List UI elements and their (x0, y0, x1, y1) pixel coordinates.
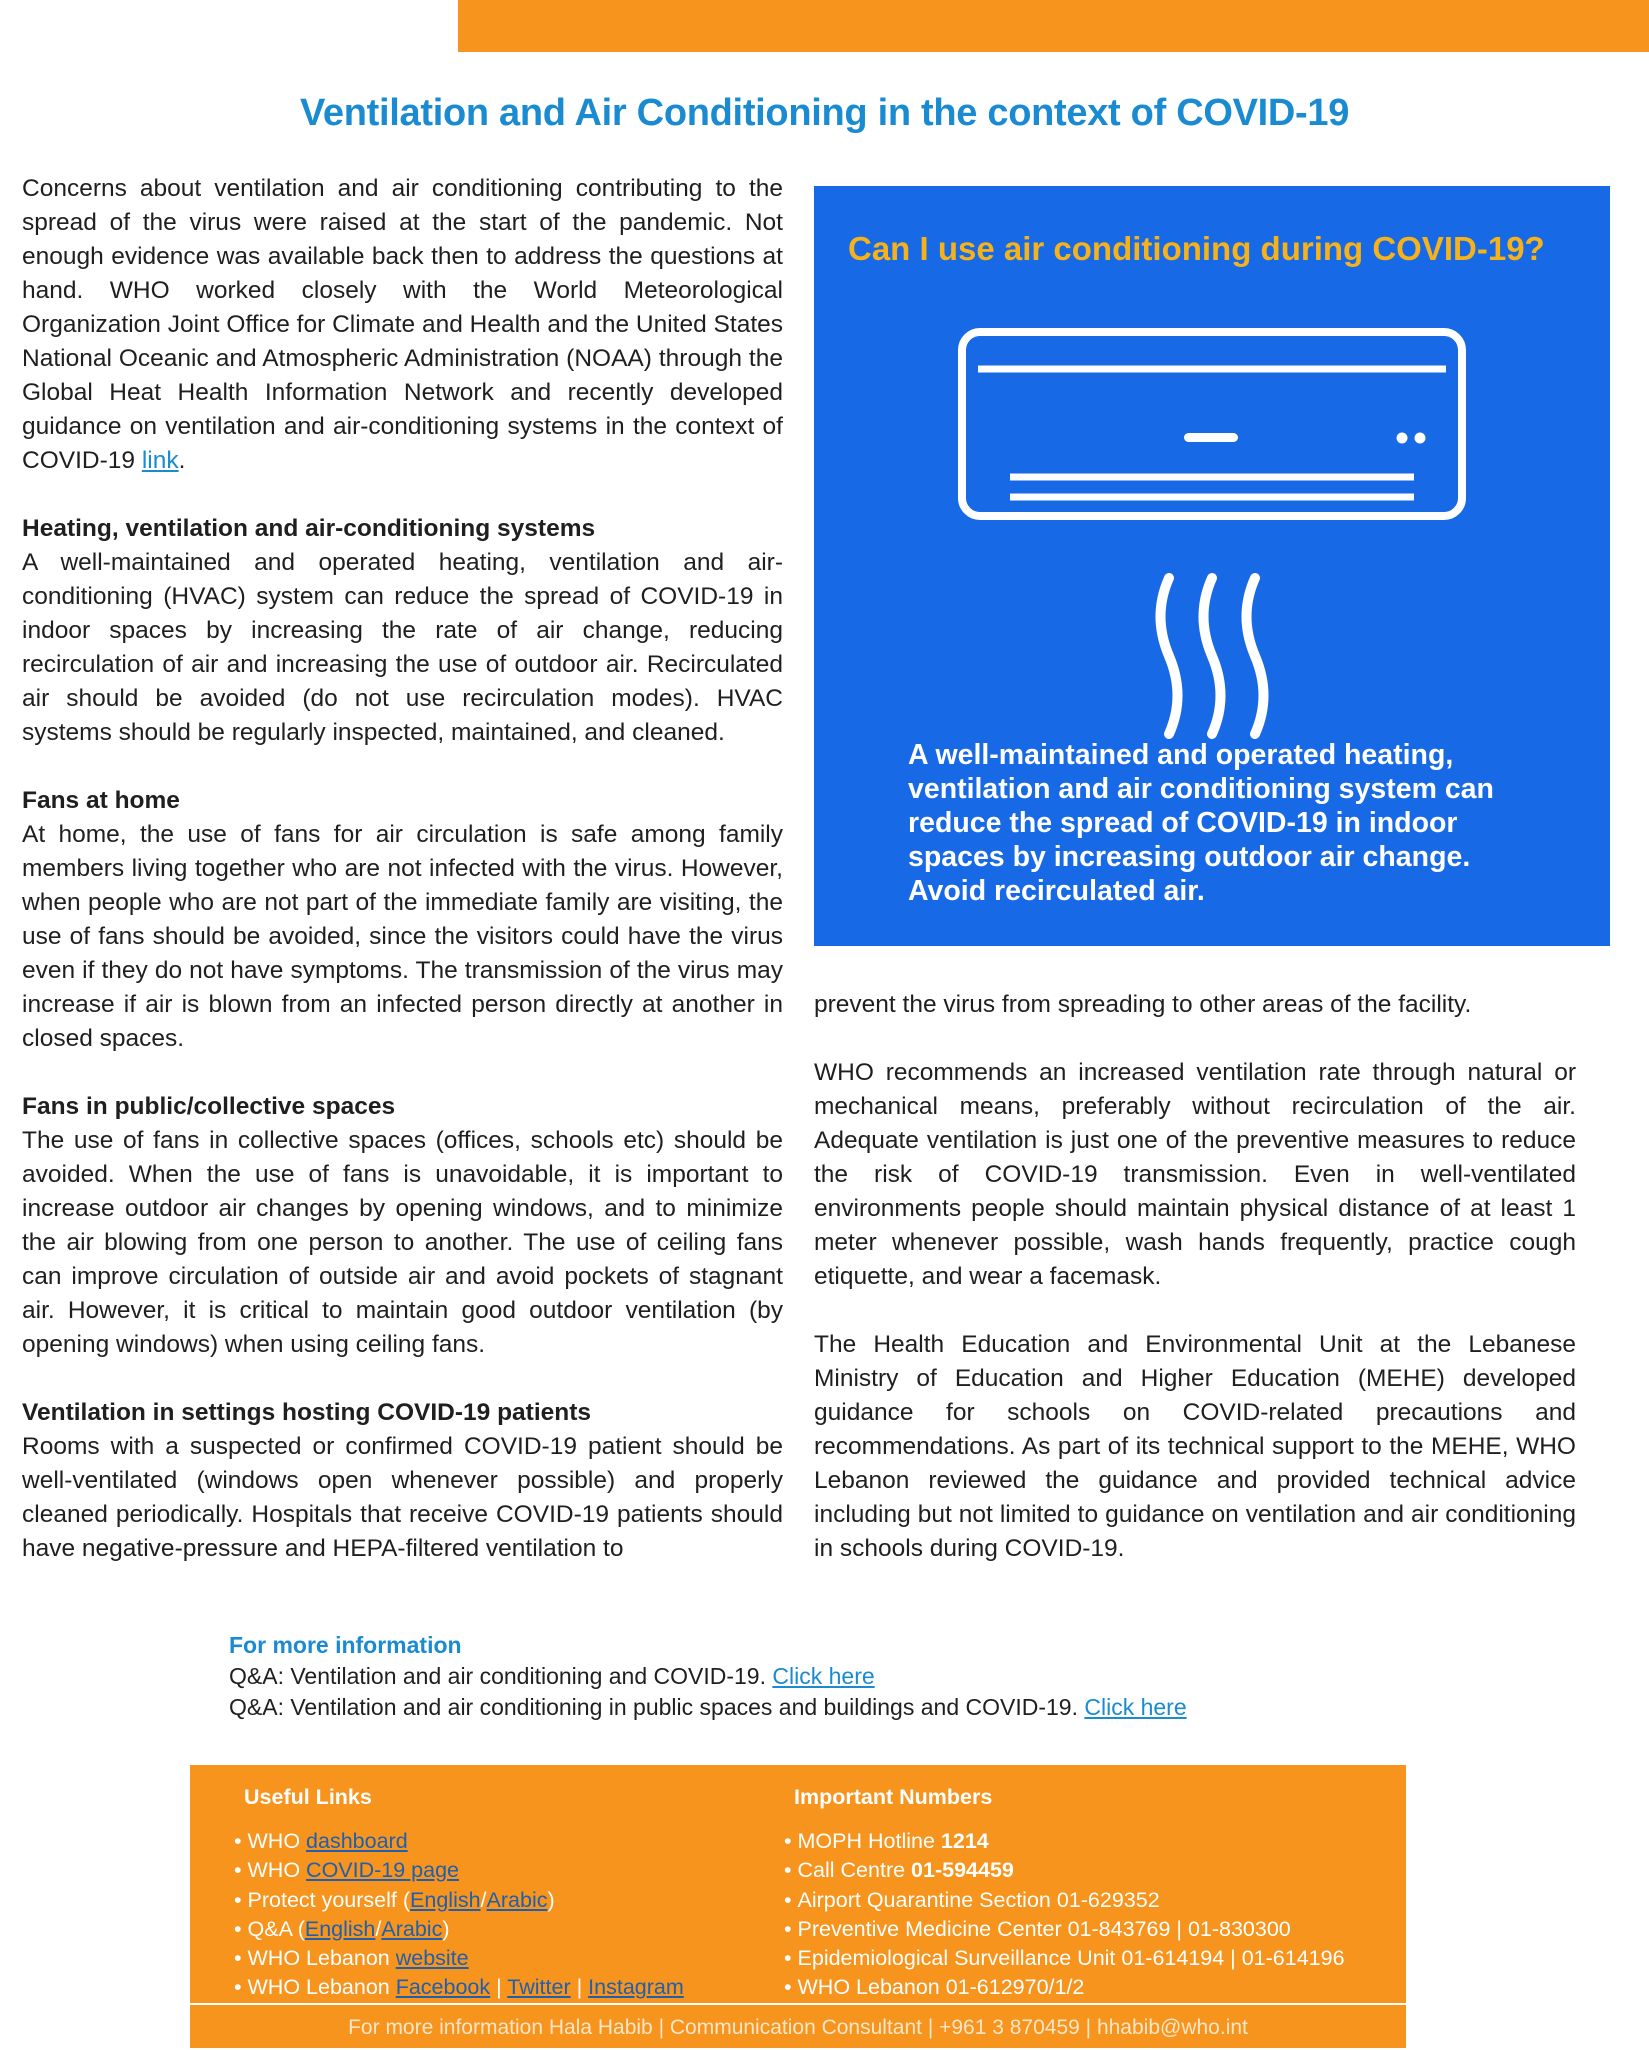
twitter-link[interactable]: Twitter (507, 1975, 571, 2000)
left-column (22, 172, 783, 1566)
settings-continuation: prevent the virus from spreading to other areas of the facility. (814, 991, 1472, 1018)
promo-question: Can I use air conditioning during COVID-19? (848, 230, 1545, 267)
who-recommends-paragraph: WHO recommends an increased ventilation rate through natural or mechanical means, preferably without recirculation of the air. Adequate ventilation is just one of the preventive measures to reduce the risk of COVID-19 transmission. Even in well-ventilated environments people should maintain physical distance of at least 1 meter whenever possible, wash hands frequently, practice cough etiquette, and wear a facemask. (814, 1059, 1576, 1290)
fans-public-heading: Fans in public/collective spaces (22, 1093, 396, 1120)
promo-body-text: A well-maintained and operated heating, ventilation and air conditioning system can reduce the spread of COVID-19 in indoor spaces by increasing outdoor air change. Avoid recirculated air. (908, 739, 1494, 907)
list-item: • Q&A (English/Arabic) (234, 1915, 684, 1944)
intro-link[interactable]: link (141, 447, 179, 474)
page-title: Ventilation and Air Conditioning in the context of COVID-19 (299, 92, 1350, 134)
website-link[interactable]: website (395, 1946, 469, 1971)
protect-english-link[interactable]: English (410, 1887, 481, 1912)
intro-paragraph: Concerns about ventilation and air conditioning contributing to the spread of the virus were raised at the start of the pandemic. Not enough evidence was available back then to address the questions at hand. WHO worked closely with the World Meteorological Organization Joint Office for Climate and Health and the United States National Oceanic and Atmospheric Administration (NOAA) through the Global Heat Health Information Network and recently developed guidance on ventilation and air-conditioning systems in the context of COVID-19 link. (22, 175, 783, 474)
dashboard-link[interactable]: dashboard (306, 1829, 408, 1853)
more-info-item: Q&A: Ventilation and air conditioning and COVID-19. Click here (229, 1663, 875, 1689)
top-accent-bar (458, 0, 1649, 52)
click-here-link[interactable]: Click here (772, 1663, 875, 1689)
useful-links-list (234, 1827, 684, 2003)
list-item: • WHO Lebanon website (234, 1944, 684, 1973)
list-item: • WHO Lebanon Facebook | Twitter | Instagram (234, 1973, 684, 2002)
facebook-link[interactable]: Facebook (395, 1975, 491, 2000)
more-info-item: Q&A: Ventilation and air conditioning in public spaces and buildings and COVID-19. Click here (229, 1694, 1187, 1720)
important-numbers-heading: Important Numbers (794, 1785, 993, 1809)
click-here-link[interactable]: Click here (1084, 1694, 1187, 1720)
settings-paragraph: Rooms with a suspected or confirmed COVID-19 patient should be well-ventilated (windows open whenever possible) and properly cleaned periodically. Hospitals that receive COVID-19 patients should have negative-pressure and HEPA-filtered ventilation to (22, 1433, 783, 1562)
list-item: • WHO dashboard (234, 1827, 684, 1856)
list-item: • WHO COVID-19 page (234, 1856, 684, 1885)
mehe-paragraph: The Health Education and Environmental Unit at the Lebanese Ministry of Education and Higher Education (MEHE) developed guidance for schools on COVID-related precautions and recommendations. As part of its technical support to the MEHE, WHO Lebanon reviewed the guidance and provided technical advice including but not limited to guidance on ventilation and air conditioning in schools during COVID-19. (814, 1331, 1576, 1562)
contact-footer: For more information Hala Habib | Communication Consultant | +961 3 870459 | hhabib@who.int (190, 2003, 1406, 2050)
useful-links-heading: Useful Links (244, 1785, 372, 1809)
footer-panel (190, 1765, 1406, 2048)
covid-page-link[interactable]: COVID-19 page (306, 1858, 460, 1883)
ac-promo-graphic (814, 186, 1610, 946)
more-information (229, 1630, 1187, 1723)
important-numbers-list (784, 1827, 1345, 2003)
instagram-link[interactable]: Instagram (588, 1975, 684, 2000)
list-item: • MOPH Hotline 1214 (784, 1827, 1345, 1856)
qa-arabic-link[interactable]: Arabic (381, 1916, 443, 1941)
settings-heading: Ventilation in settings hosting COVID-19 patients (22, 1399, 592, 1426)
right-column (814, 988, 1576, 1566)
hvac-heading: Heating, ventilation and air-conditioning systems (22, 515, 596, 542)
fans-home-paragraph: At home, the use of fans for air circulation is safe among family members living together who are not infected with the virus. However, when people who are not part of the immediate family are visiting, the use of fans should be avoided, since the visitors could have the virus even if they do not have symptoms. The transmission of the virus may increase if air is blown from an infected person directly at another in closed spaces. (22, 821, 783, 1052)
intro-text: Concerns about ventilation and air conditioning contributing to the spread of the virus were raised at the start of the pandemic. Not enough evidence was available back then to address the questions at hand. WHO worked closely with the World Meteorological Organization Joint Office for Climate and Health and the United States National Oceanic and Atmospheric Administration (NOAA) through the Global Heat Health Information Network and recently developed guidance on ventilation and air-conditioning systems in the context of COVID-19 (22, 175, 783, 474)
hvac-paragraph: A well-maintained and operated heating, ventilation and air-conditioning (HVAC) system can reduce the spread of COVID-19 in indoor spaces by increasing the rate of air change, reducing recirculation of air and increasing the use of outdoor air. Recirculated air should be avoided (do not use recirculation modes). HVAC systems should be regularly inspected, maintained, and cleaned. (22, 549, 783, 746)
list-item: • Preventive Medicine Center 01-843769 | 01-830300 (784, 1915, 1345, 1944)
list-item: • Protect yourself (English/Arabic) (234, 1886, 684, 1915)
list-item: • Call Centre 01-594459 (784, 1856, 1345, 1885)
list-item: • Epidemiological Surveillance Unit 01-614194 | 01-614196 (784, 1944, 1345, 1973)
list-item: • Airport Quarantine Section 01-629352 (784, 1886, 1345, 1915)
qa-english-link[interactable]: English (304, 1916, 376, 1941)
list-item: • WHO Lebanon 01-612970/1/2 (784, 1973, 1345, 2002)
more-info-heading: For more information (229, 1632, 462, 1658)
fans-home-heading: Fans at home (22, 787, 180, 814)
fans-public-paragraph: The use of fans in collective spaces (offices, schools etc) should be avoided. When the use of fans is unavoidable, it is important to increase outdoor air changes by opening windows, and to minimize the air blowing from one person to another. The use of ceiling fans can improve circulation of outside air and avoid pockets of stagnant air. However, it is critical to maintain good outdoor ventilation (by opening windows) when using ceiling fans. (22, 1127, 783, 1358)
protect-arabic-link[interactable]: Arabic (486, 1887, 548, 1912)
